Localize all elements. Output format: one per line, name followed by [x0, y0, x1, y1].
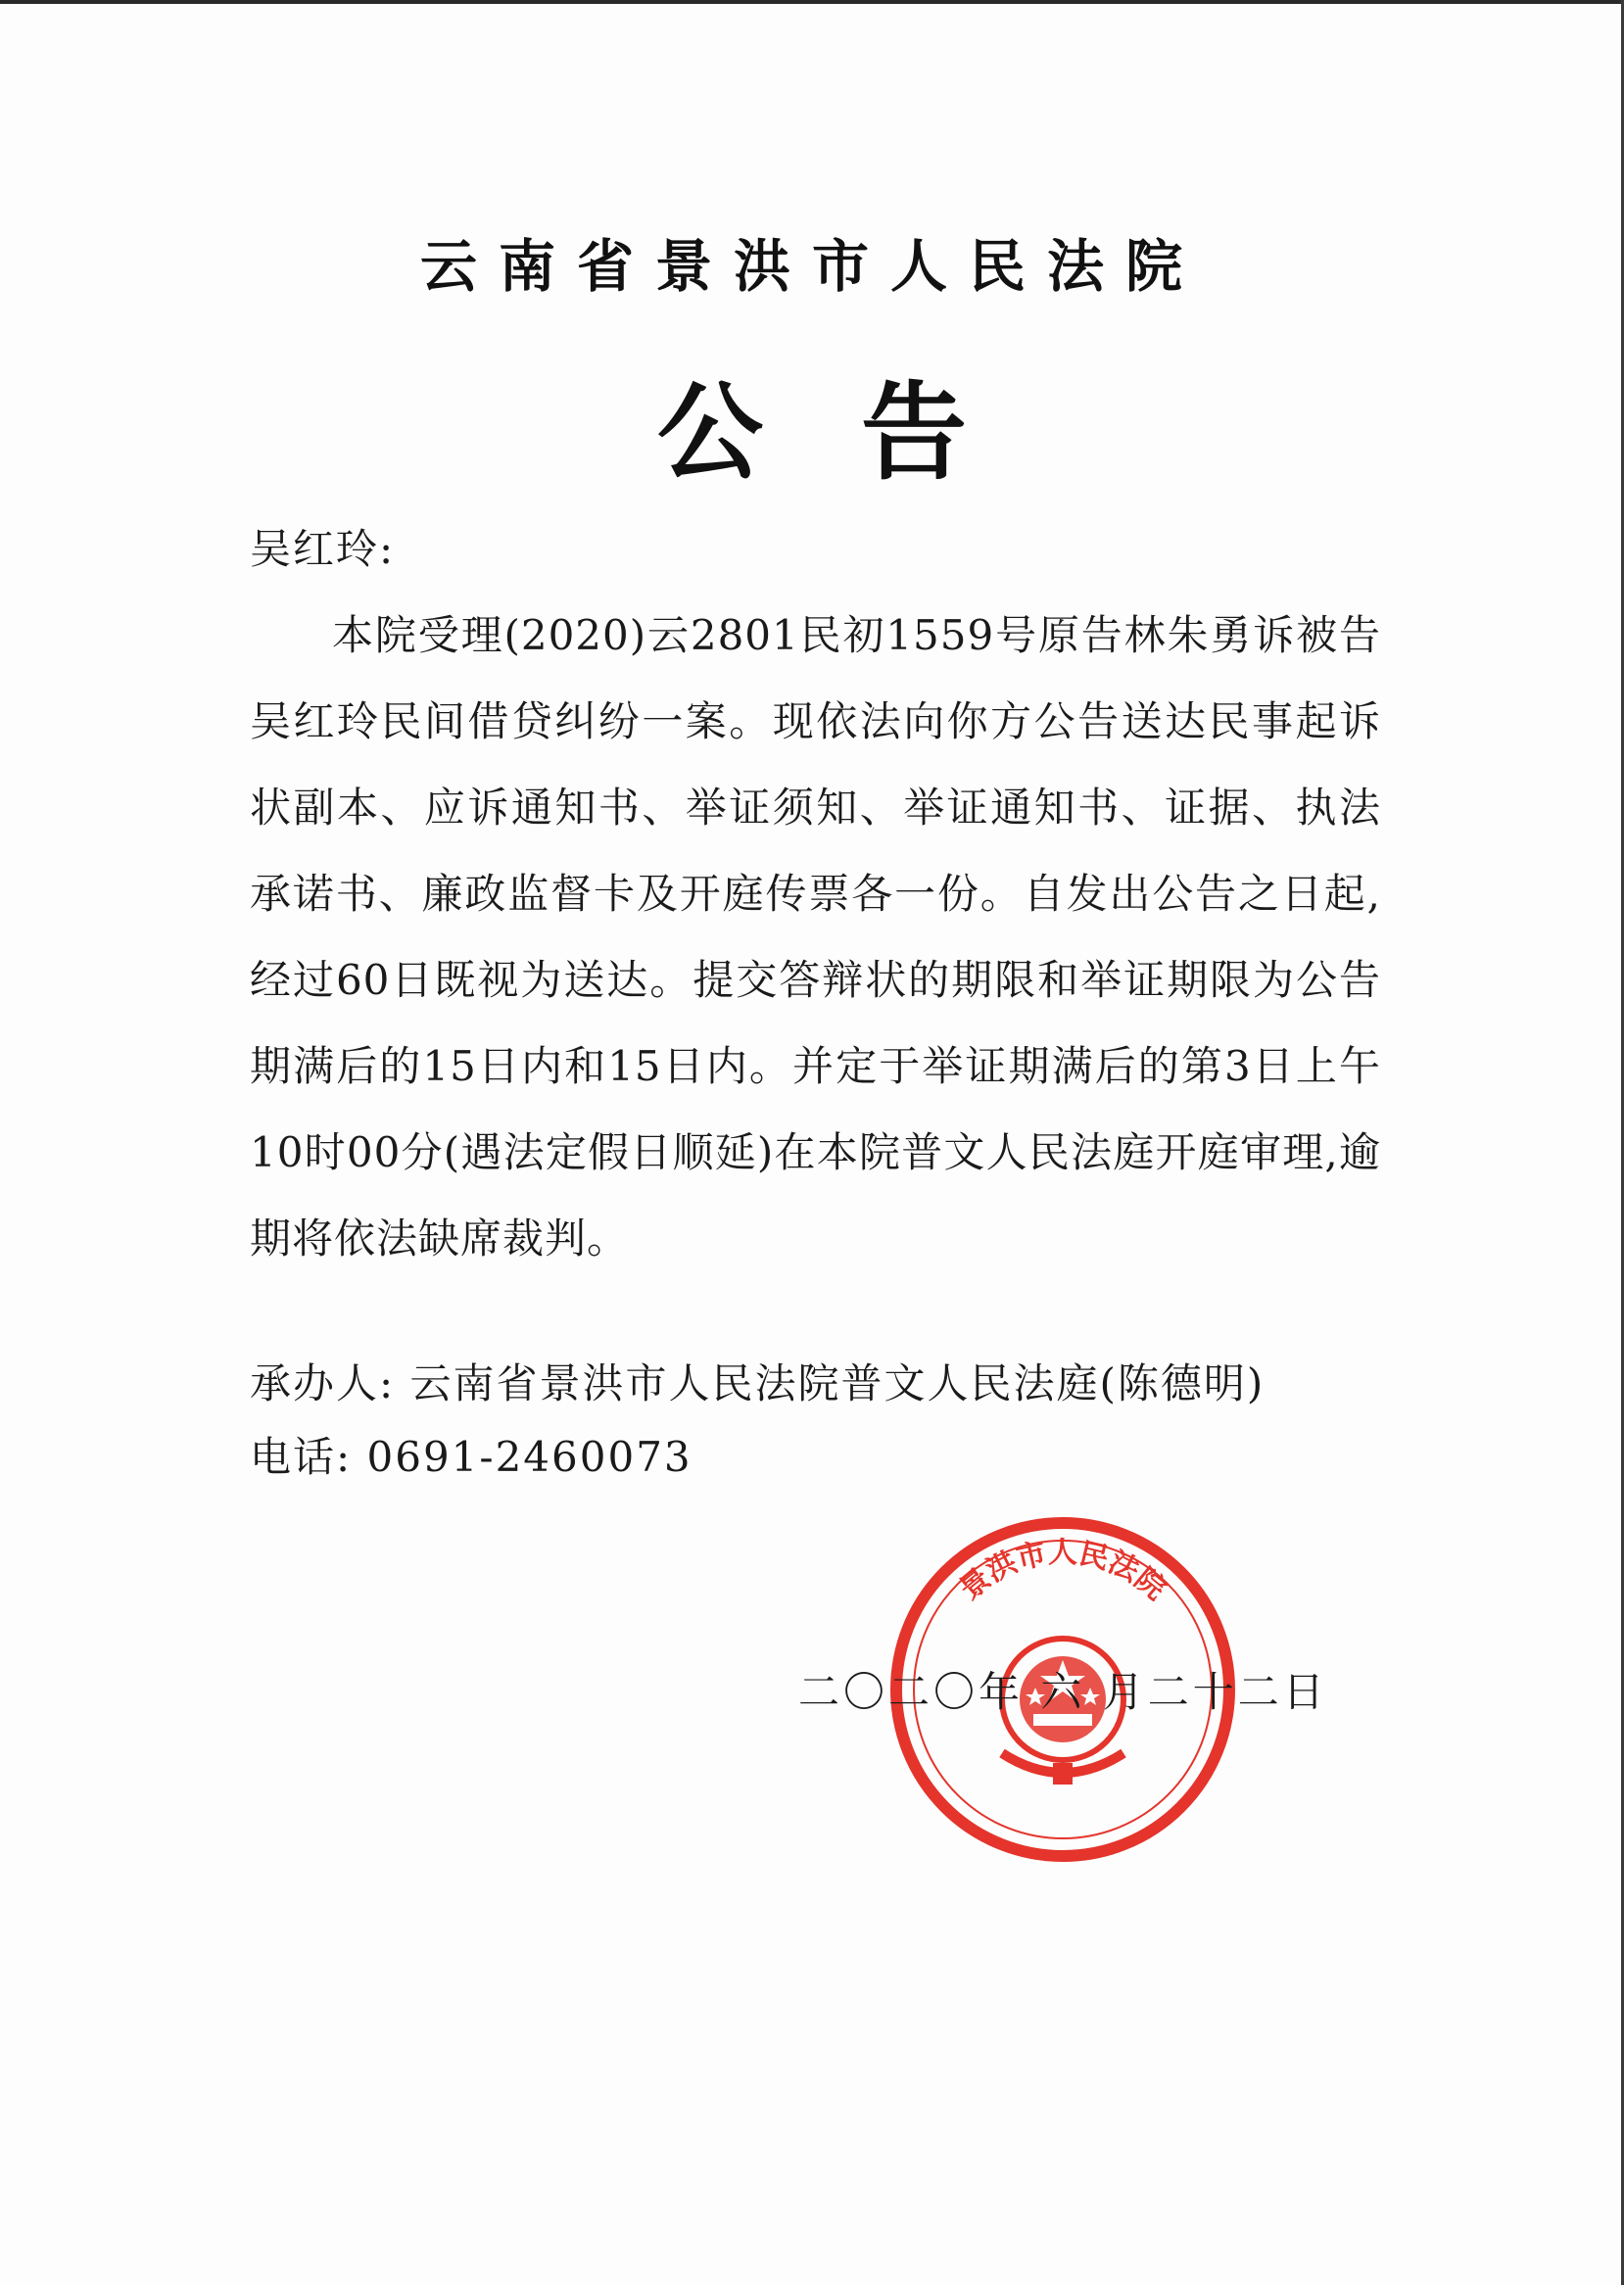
case-handler: 承办人: 云南省景洪市人民法院普文人民法庭(陈德明) — [250, 1359, 1266, 1407]
notice-title: 公告 — [656, 372, 1065, 495]
contact-phone: 电话: 0691-2460073 — [250, 1433, 693, 1481]
notice-body: 本院受理(2020)云2801民初1559号原告林朱勇诉被告吴红玲民间借贷纠纷一案。现依法向你方公告送达民事起诉状副本、应诉通知书、举证须知、举证通知书、证据、执法承诺书、廉政监督卡及开庭传票各一份。自发出公告之日起,经过60日既视为送达。提交答辩状的期限和举证期限为公告期满后的15日内和15日内。并定于举证期满后的第3日上午10时00分(遇法定假日顺延)在本院普文人民法庭开庭审理,逾期将依法缺席裁判。 — [250, 611, 1381, 1262]
court-name-heading: 云南省景洪市人民法院 — [419, 233, 1204, 300]
seal-text: 景洪市人民法院 — [953, 1536, 1172, 1607]
addressee: 吴红玲: — [250, 525, 396, 573]
notice-date: 二〇二〇年 六 月二十二日 — [798, 1668, 1328, 1716]
scan-edge-top — [0, 0, 1624, 4]
